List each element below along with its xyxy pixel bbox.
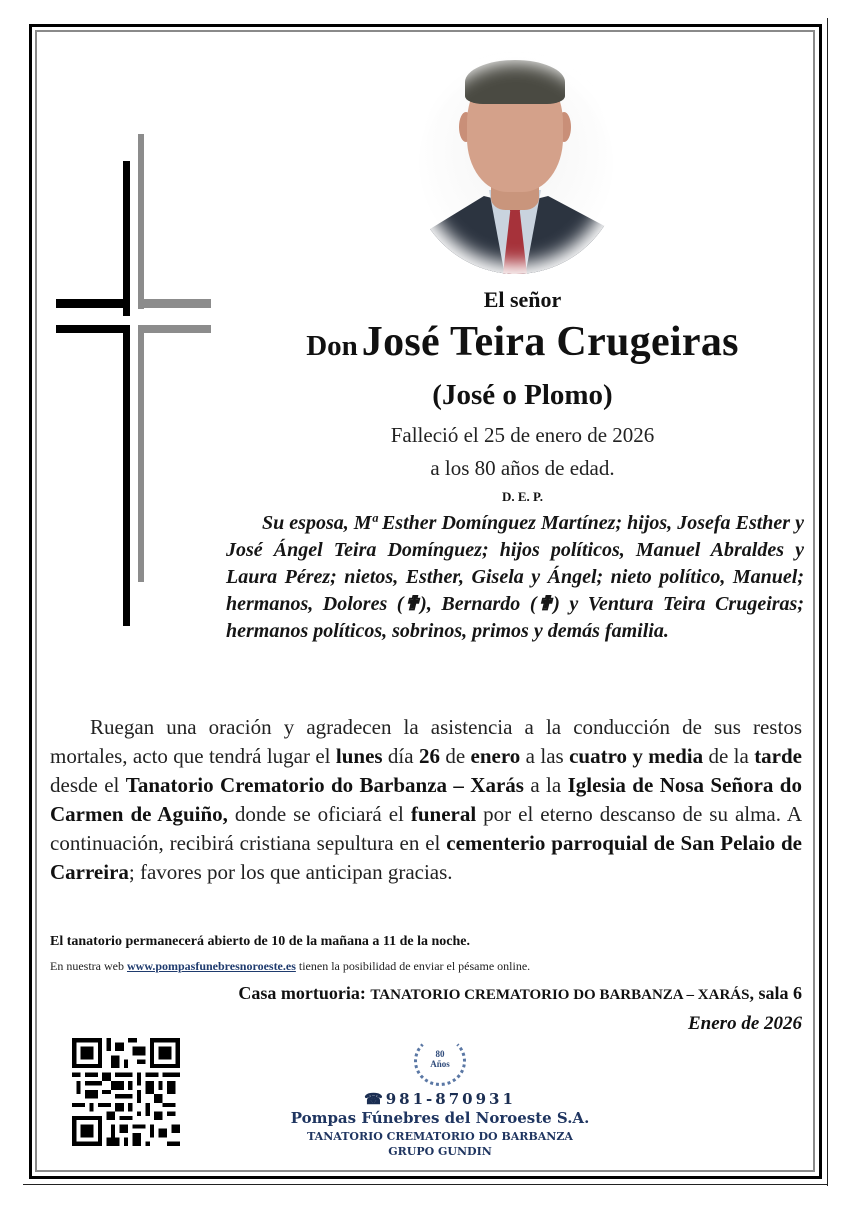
web-prefix: En nuestra web (50, 959, 127, 973)
ceremony-text: desde el (50, 773, 126, 797)
badge-number: 80 (435, 1049, 445, 1059)
website-link[interactable]: www.pompasfunebresnoroeste.es (126, 959, 296, 973)
web-suffix: tienen la posibilidad de enviar el pésame online. (295, 959, 531, 973)
intro-text: El señor (483, 287, 562, 312)
ceremony-cemetery: cementerio parroquial de San Pelaio de Carreira (50, 831, 802, 884)
honorific: Don (306, 330, 358, 362)
funeral-home-name: TANATORIO CREMATORIO DO BARBANZA – XARÁS (370, 987, 750, 1003)
company-group: GRUPO GUNDIN (388, 1145, 492, 1158)
cross-black-vertical-bottom (123, 326, 130, 626)
badge-label: Años (430, 1059, 450, 1069)
cross-black-horizontal-bottom (56, 325, 130, 333)
cross-gray-vertical-top (138, 134, 144, 309)
company-name: Pompas Fúnebres del Noroeste S.A. (290, 1109, 590, 1127)
ceremony-text: a la (523, 773, 568, 797)
opening-hours: El tanatorio permanecerá abierto de 10 de la mañana a 11 de la noche. (50, 934, 470, 949)
ceremony-text: a las (520, 744, 570, 768)
deceased-name (230, 318, 815, 366)
full-name: José Teira Crugeiras (361, 319, 739, 365)
ceremony-text: de la (703, 744, 755, 768)
funeral-company-footer (280, 1036, 600, 1158)
ceremony-text: por el eterno descanso de su alma. A continuación, recibirá cristiana sepultura en el (50, 802, 802, 855)
ceremony-text: Ruegan una oración y agradecen la asistencia a la conducción de sus restos mortales, acto que tendrá lugar el (50, 715, 802, 768)
ceremony-tarde: tarde (754, 744, 803, 768)
funeral-home-room: , sala 6 (749, 983, 802, 1003)
ceremony-text: donde se oficiará el (227, 802, 411, 826)
death-date: Falleció el 25 de enero de 2026 (390, 423, 655, 447)
page-edge-bottom (23, 1184, 828, 1185)
anniversary-badge-icon (414, 1036, 466, 1086)
funeral-home-line (238, 983, 802, 1004)
ceremony-funeral: funeral (410, 802, 477, 826)
cross-black-horizontal-top (56, 299, 130, 308)
ceremony-day-number: 26 (418, 744, 440, 768)
company-tanatorio: TANATORIO CREMATORIO DO BARBANZA (307, 1130, 573, 1143)
ceremony-text: día (382, 744, 419, 768)
page-edge-right (827, 18, 828, 1186)
ceremony-origin: Tanatorio Crematorio do Barbanza – Xarás (125, 773, 524, 797)
cross-icon (56, 130, 216, 630)
cross-gray-vertical-bottom (138, 327, 144, 582)
deceased-portrait-photo (409, 52, 623, 274)
ceremony-text: de (439, 744, 471, 768)
ceremony-day-name: lunes (335, 744, 383, 768)
ceremony-text: ; favores por los que anticipan gracias. (128, 860, 453, 884)
nickname: (José o Plomo) (432, 379, 613, 411)
ceremony-paragraph (50, 713, 802, 887)
ceremony-month: enero (470, 744, 521, 768)
family-paragraph: Su esposa, Mª Esther Domínguez Martínez; hijos, Josefa Esther y José Ángel Teira Domínguez; hijos políticos, Manuel Abraldes y Laura Pérez; nietos, Esther, Gisela y Ángel; nieto político, Manuel; hermanos, Dolores (✟), Bernardo (✟) y Ventura Teira Crugeiras; hermanos políticos, sobrinos, primos y demás familia. (226, 512, 804, 642)
phone-line (280, 1090, 600, 1108)
cross-black-vertical-top (123, 161, 130, 316)
phone-number[interactable]: 981-870931 (385, 1090, 516, 1108)
age-at-death: a los 80 años de edad. (430, 456, 615, 480)
dep-abbreviation: D. E. P. (501, 489, 544, 504)
portrait-vignette (409, 52, 623, 274)
badge-text (414, 1049, 466, 1069)
funeral-home-label: Casa mortuoria: (238, 983, 371, 1003)
ceremony-church: Iglesia de Nosa Señora do Carmen de Aguiño, (50, 773, 802, 826)
qr-code-icon[interactable] (72, 1038, 180, 1146)
web-condolences-line (50, 959, 530, 974)
cross-gray-horizontal-top (138, 299, 211, 308)
cross-gray-horizontal-bottom (138, 325, 211, 333)
phone-icon: ☎ (364, 1090, 386, 1108)
notice-date: Enero de 2026 (688, 1013, 802, 1034)
ceremony-time: cuatro y media (569, 744, 704, 768)
